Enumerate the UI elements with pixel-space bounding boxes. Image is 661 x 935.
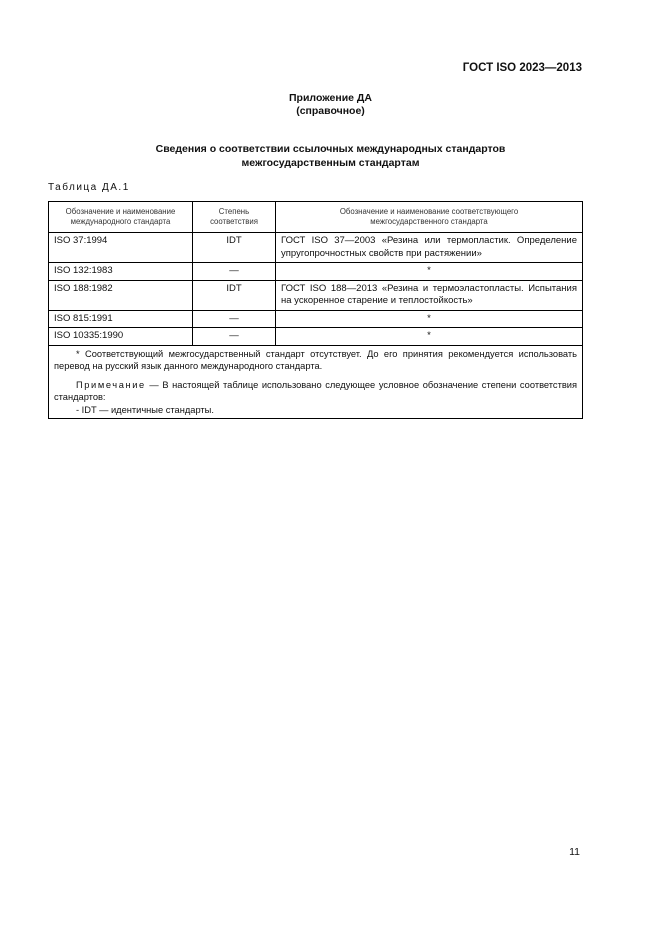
intl-standard-cell: ISO 815:1991 — [49, 310, 193, 328]
column-header-degree — [193, 202, 276, 233]
column-header-national — [276, 202, 583, 233]
column-header-text: Обозначение и наименование соответствующего — [339, 207, 519, 216]
degree-cell: IDT — [193, 280, 276, 310]
degree-cell: IDT — [193, 233, 276, 263]
column-header-international — [49, 202, 193, 233]
column-header-text: международного стандарта — [70, 217, 171, 226]
table-caption: Таблица ДА.1 — [48, 182, 130, 193]
degree-cell: — — [193, 310, 276, 328]
column-header-text: соответствия — [210, 217, 258, 226]
table-footnote: * Соответствующий межгосударственный стандарт отсутствует. До его принятия рекомендуется использовать перевод на русский язык данного международного стандарта. — [54, 348, 577, 371]
intl-standard-cell: ISO 132:1983 — [49, 263, 193, 281]
national-standard-cell: ГОСТ ISO 188—2013 «Резина и термоэластопласты. Испытания на ускоренное старение и теплостойкость» — [276, 280, 583, 310]
intl-standard-cell: ISO 37:1994 — [49, 233, 193, 263]
table-note-item: - IDT — идентичные стандарты. — [76, 404, 214, 415]
section-title-line-2: межгосударственным стандартам — [241, 157, 420, 169]
section-title-line-1: Сведения о соответствии ссылочных международных стандартов — [155, 143, 506, 155]
intl-standard-cell: ISO 188:1982 — [49, 280, 193, 310]
standards-table — [48, 201, 583, 419]
degree-cell: — — [193, 263, 276, 281]
note-label: Примечание — [76, 379, 146, 390]
column-header-text: Обозначение и наименование — [65, 207, 176, 216]
intl-standard-cell: ISO 10335:1990 — [49, 328, 193, 346]
table-row — [49, 310, 583, 328]
table-row — [49, 328, 583, 346]
column-header-text: Степень — [218, 207, 250, 216]
appendix-title: Приложение ДА — [289, 92, 372, 104]
table-row — [49, 233, 583, 263]
national-standard-cell: ГОСТ ISO 37—2003 «Резина или термопластик. Определение упругопрочностных свойств при растяжении» — [276, 233, 583, 263]
column-header-text: межгосударственного стандарта — [370, 217, 488, 226]
table-note — [54, 379, 577, 404]
table-row — [49, 263, 583, 281]
appendix-subtitle: (справочное) — [296, 105, 365, 117]
section-title — [0, 142, 661, 170]
page-number: 11 — [569, 846, 580, 858]
document-code: ГОСТ ISO 2023—2013 — [462, 62, 582, 74]
table-header-row — [49, 202, 583, 233]
table-row — [49, 280, 583, 310]
table-notes — [49, 345, 583, 419]
table-notes-row — [49, 345, 583, 419]
note-text: — В настоящей таблице использовано следующее условное обозначение степени соответствия стандартов: — [54, 379, 577, 402]
appendix-heading — [0, 92, 661, 118]
degree-cell: — — [193, 328, 276, 346]
national-standard-cell: * — [276, 310, 583, 328]
national-standard-cell: * — [276, 263, 583, 281]
national-standard-cell: * — [276, 328, 583, 346]
